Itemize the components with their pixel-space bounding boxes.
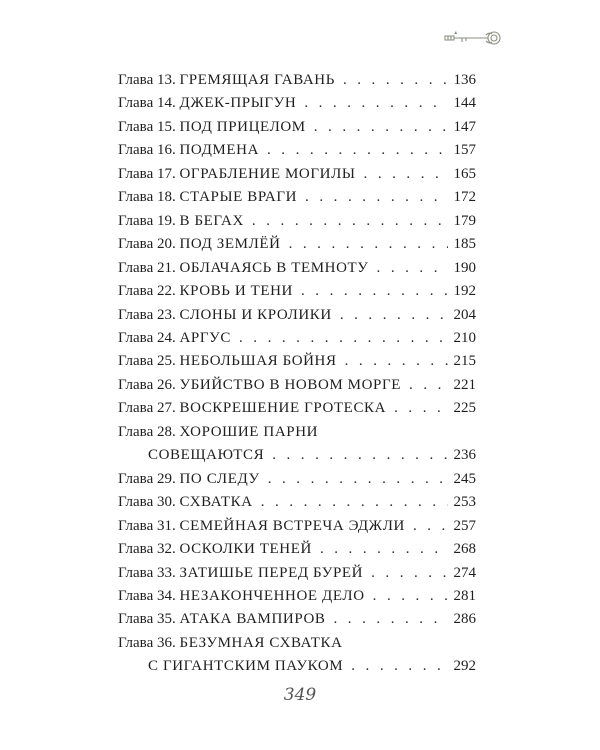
chapter-title: ОБЛАЧАЯСЬ В ТЕМНОТУ	[179, 259, 369, 276]
page-ref: 136	[453, 72, 476, 88]
chapter-number: Глава 13.	[118, 72, 176, 88]
toc-entry	[118, 280, 476, 303]
toc-entry	[118, 327, 476, 350]
toc-entry-line	[118, 468, 476, 491]
toc-entry-line	[118, 538, 476, 561]
chapter-number: Глава 18.	[118, 189, 176, 206]
page-ref: 190	[453, 259, 476, 276]
toc-entry	[118, 116, 476, 139]
chapter-title: АРГУС	[179, 329, 231, 346]
dot-leader	[268, 468, 448, 491]
toc-entry-line	[118, 608, 476, 631]
chapter-number: Глава 22.	[118, 283, 176, 300]
toc-entry-line	[118, 327, 476, 350]
toc-entry	[118, 608, 476, 631]
chapter-number: Глава 34.	[118, 587, 176, 604]
dot-leader	[394, 397, 447, 420]
toc-entry-continuation	[118, 655, 476, 678]
dot-leader	[409, 374, 447, 397]
page-ref: 236	[453, 447, 476, 464]
chapter-title: ХОРОШИЕ ПАРНИ	[179, 423, 319, 440]
toc-entry	[118, 397, 476, 420]
toc-entry-line	[118, 585, 476, 608]
toc-entry	[118, 69, 476, 92]
dot-leader	[413, 515, 448, 538]
toc-entry-line	[118, 116, 476, 139]
page-ref: 147	[453, 118, 476, 135]
toc-entry-line	[118, 210, 476, 233]
toc-entry-line	[118, 280, 476, 303]
toc-entry-line	[118, 515, 476, 538]
dot-leader	[377, 257, 448, 280]
page-ref: 185	[453, 236, 476, 253]
page-ref: 215	[453, 353, 476, 370]
chapter-title: НЕЗАКОНЧЕННОЕ ДЕЛО	[179, 587, 365, 604]
toc-entry	[118, 233, 476, 256]
chapter-number: Глава 21.	[118, 259, 176, 276]
toc-entry-line	[118, 397, 476, 420]
toc-entry-line	[118, 304, 476, 327]
chapter-title: ГРЕМЯЩАЯ ГАВАНЬ	[179, 72, 335, 88]
toc-entry-line	[118, 186, 476, 209]
toc-entry-line	[118, 257, 476, 280]
chapter-number: Глава 27.	[118, 400, 176, 417]
toc-entry	[118, 163, 476, 186]
dot-leader	[340, 304, 448, 327]
chapter-number: Глава 28.	[118, 423, 176, 440]
dot-leader	[334, 608, 448, 631]
page-ref: 172	[453, 189, 476, 206]
toc-entry-line	[118, 562, 476, 585]
toc-entry	[118, 350, 476, 373]
page-ref: 292	[453, 658, 476, 675]
chapter-number: Глава 26.	[118, 376, 176, 393]
dot-leader	[289, 233, 448, 256]
page-ref: 144	[453, 95, 476, 112]
dot-leader	[301, 280, 448, 303]
toc-entry	[118, 562, 476, 585]
dot-leader	[267, 139, 448, 162]
page-ref: 165	[453, 165, 476, 182]
chapter-title-continuation: СОВЕЩАЮТСЯ	[148, 447, 265, 464]
chapter-title: КРОВЬ И ТЕНИ	[179, 283, 293, 300]
dot-leader	[252, 210, 448, 233]
dot-leader	[272, 444, 447, 467]
page-ref: 157	[453, 142, 476, 159]
dot-leader	[373, 585, 448, 608]
chapter-title: АТАКА ВАМПИРОВ	[179, 611, 326, 628]
chapter-number: Глава 20.	[118, 236, 176, 253]
dot-leader	[261, 491, 448, 514]
chapter-title: СЛОНЫ И КРОЛИКИ	[179, 306, 332, 323]
chapter-title: В БЕГАХ	[179, 212, 244, 229]
toc-entry	[118, 257, 476, 280]
chapter-number: Глава 25.	[118, 353, 176, 370]
toc-entry	[118, 491, 476, 514]
toc-entry	[118, 304, 476, 327]
dot-leader	[345, 350, 448, 373]
chapter-number: Глава 32.	[118, 541, 176, 558]
toc-entry-line	[118, 92, 476, 115]
chapter-number: Глава 14.	[118, 95, 176, 112]
chapter-number: Глава 33.	[118, 564, 176, 581]
page-ref: 274	[453, 564, 476, 581]
toc-entry	[118, 92, 476, 115]
dot-leader	[314, 116, 448, 139]
toc-entry-continuation	[118, 444, 476, 467]
dot-leader	[305, 186, 447, 209]
page-ref: 225	[453, 400, 476, 417]
toc-entry-line	[118, 139, 476, 162]
toc-entry	[118, 374, 476, 397]
toc-entry-line	[118, 374, 476, 397]
chapter-number: Глава 24.	[118, 329, 176, 346]
toc-entry-line	[118, 632, 476, 655]
chapter-title: ОГРАБЛЕНИЕ МОГИЛЫ	[179, 165, 356, 182]
toc-entry-line	[118, 163, 476, 186]
toc-entry	[118, 538, 476, 561]
toc-entry	[118, 515, 476, 538]
chapter-title: ОСКОЛКИ ТЕНЕЙ	[179, 541, 312, 558]
chapter-title: УБИЙСТВО В НОВОМ МОРГЕ	[179, 376, 402, 393]
toc-entry-line	[118, 233, 476, 256]
dot-leader	[320, 538, 448, 561]
chapter-number: Глава 17.	[118, 165, 176, 182]
toc-entry	[118, 468, 476, 491]
dot-leader	[371, 562, 447, 585]
page-ref: 253	[453, 494, 476, 511]
page-ref: 286	[453, 611, 476, 628]
page-ref: 192	[453, 283, 476, 300]
chapter-number: Глава 31.	[118, 517, 176, 534]
key-ornament-icon	[442, 28, 506, 48]
chapter-title: ЗАТИШЬЕ ПЕРЕД БУРЕЙ	[179, 564, 364, 581]
dot-leader	[304, 92, 447, 115]
dot-leader	[343, 69, 448, 92]
chapter-title: ПО СЛЕДУ	[179, 470, 260, 487]
dot-leader	[351, 655, 447, 678]
chapter-title: СЕМЕЙНАЯ ВСТРЕЧА ЭДЖЛИ	[179, 517, 405, 534]
toc-entry-line	[118, 421, 476, 444]
page-ref: 210	[453, 329, 476, 346]
chapter-number: Глава 15.	[118, 118, 176, 135]
page-ref: 204	[453, 306, 476, 323]
toc-entry	[118, 139, 476, 162]
page-number: 349	[283, 685, 317, 705]
dot-leader	[364, 163, 448, 186]
chapter-title: НЕБОЛЬШАЯ БОЙНЯ	[179, 353, 337, 370]
toc-entry	[118, 186, 476, 209]
toc-entry	[118, 421, 476, 468]
chapter-title: ПОД ПРИЦЕЛОМ	[179, 118, 306, 135]
chapter-number: Глава 36.	[118, 634, 176, 651]
toc-entry-line	[118, 491, 476, 514]
page-ref: 257	[453, 517, 476, 534]
page-ref: 268	[453, 541, 476, 558]
chapter-title: СТАРЫЕ ВРАГИ	[179, 189, 298, 206]
toc-entry	[118, 210, 476, 233]
page-ref: 221	[453, 376, 476, 393]
page-ref: 179	[453, 212, 476, 229]
page-ref: 281	[453, 587, 476, 604]
chapter-number: Глава 23.	[118, 306, 176, 323]
chapter-title: СХВАТКА	[179, 494, 253, 511]
toc-entry-line	[118, 350, 476, 373]
toc-entry-line	[118, 69, 476, 92]
chapter-number: Глава 30.	[118, 494, 176, 511]
page-ref: 245	[453, 470, 476, 487]
chapter-title: ПОДМЕНА	[179, 142, 259, 159]
dot-leader	[239, 327, 448, 350]
toc-entry	[118, 585, 476, 608]
chapter-title: БЕЗУМНАЯ СХВАТКА	[179, 634, 343, 651]
chapter-title-continuation: С ГИГАНТСКИМ ПАУКОМ	[148, 658, 344, 675]
toc-entry	[118, 632, 476, 679]
chapter-number: Глава 29.	[118, 470, 176, 487]
table-of-contents	[118, 69, 476, 679]
chapter-title: ВОСКРЕШЕНИЕ ГРОТЕСКА	[179, 400, 387, 417]
chapter-number: Глава 35.	[118, 611, 176, 628]
chapter-number: Глава 16.	[118, 142, 176, 159]
chapter-title: ДЖЕК-ПРЫГУН	[179, 95, 297, 112]
chapter-number: Глава 19.	[118, 212, 176, 229]
chapter-title: ПОД ЗЕМЛЁЙ	[179, 236, 281, 253]
